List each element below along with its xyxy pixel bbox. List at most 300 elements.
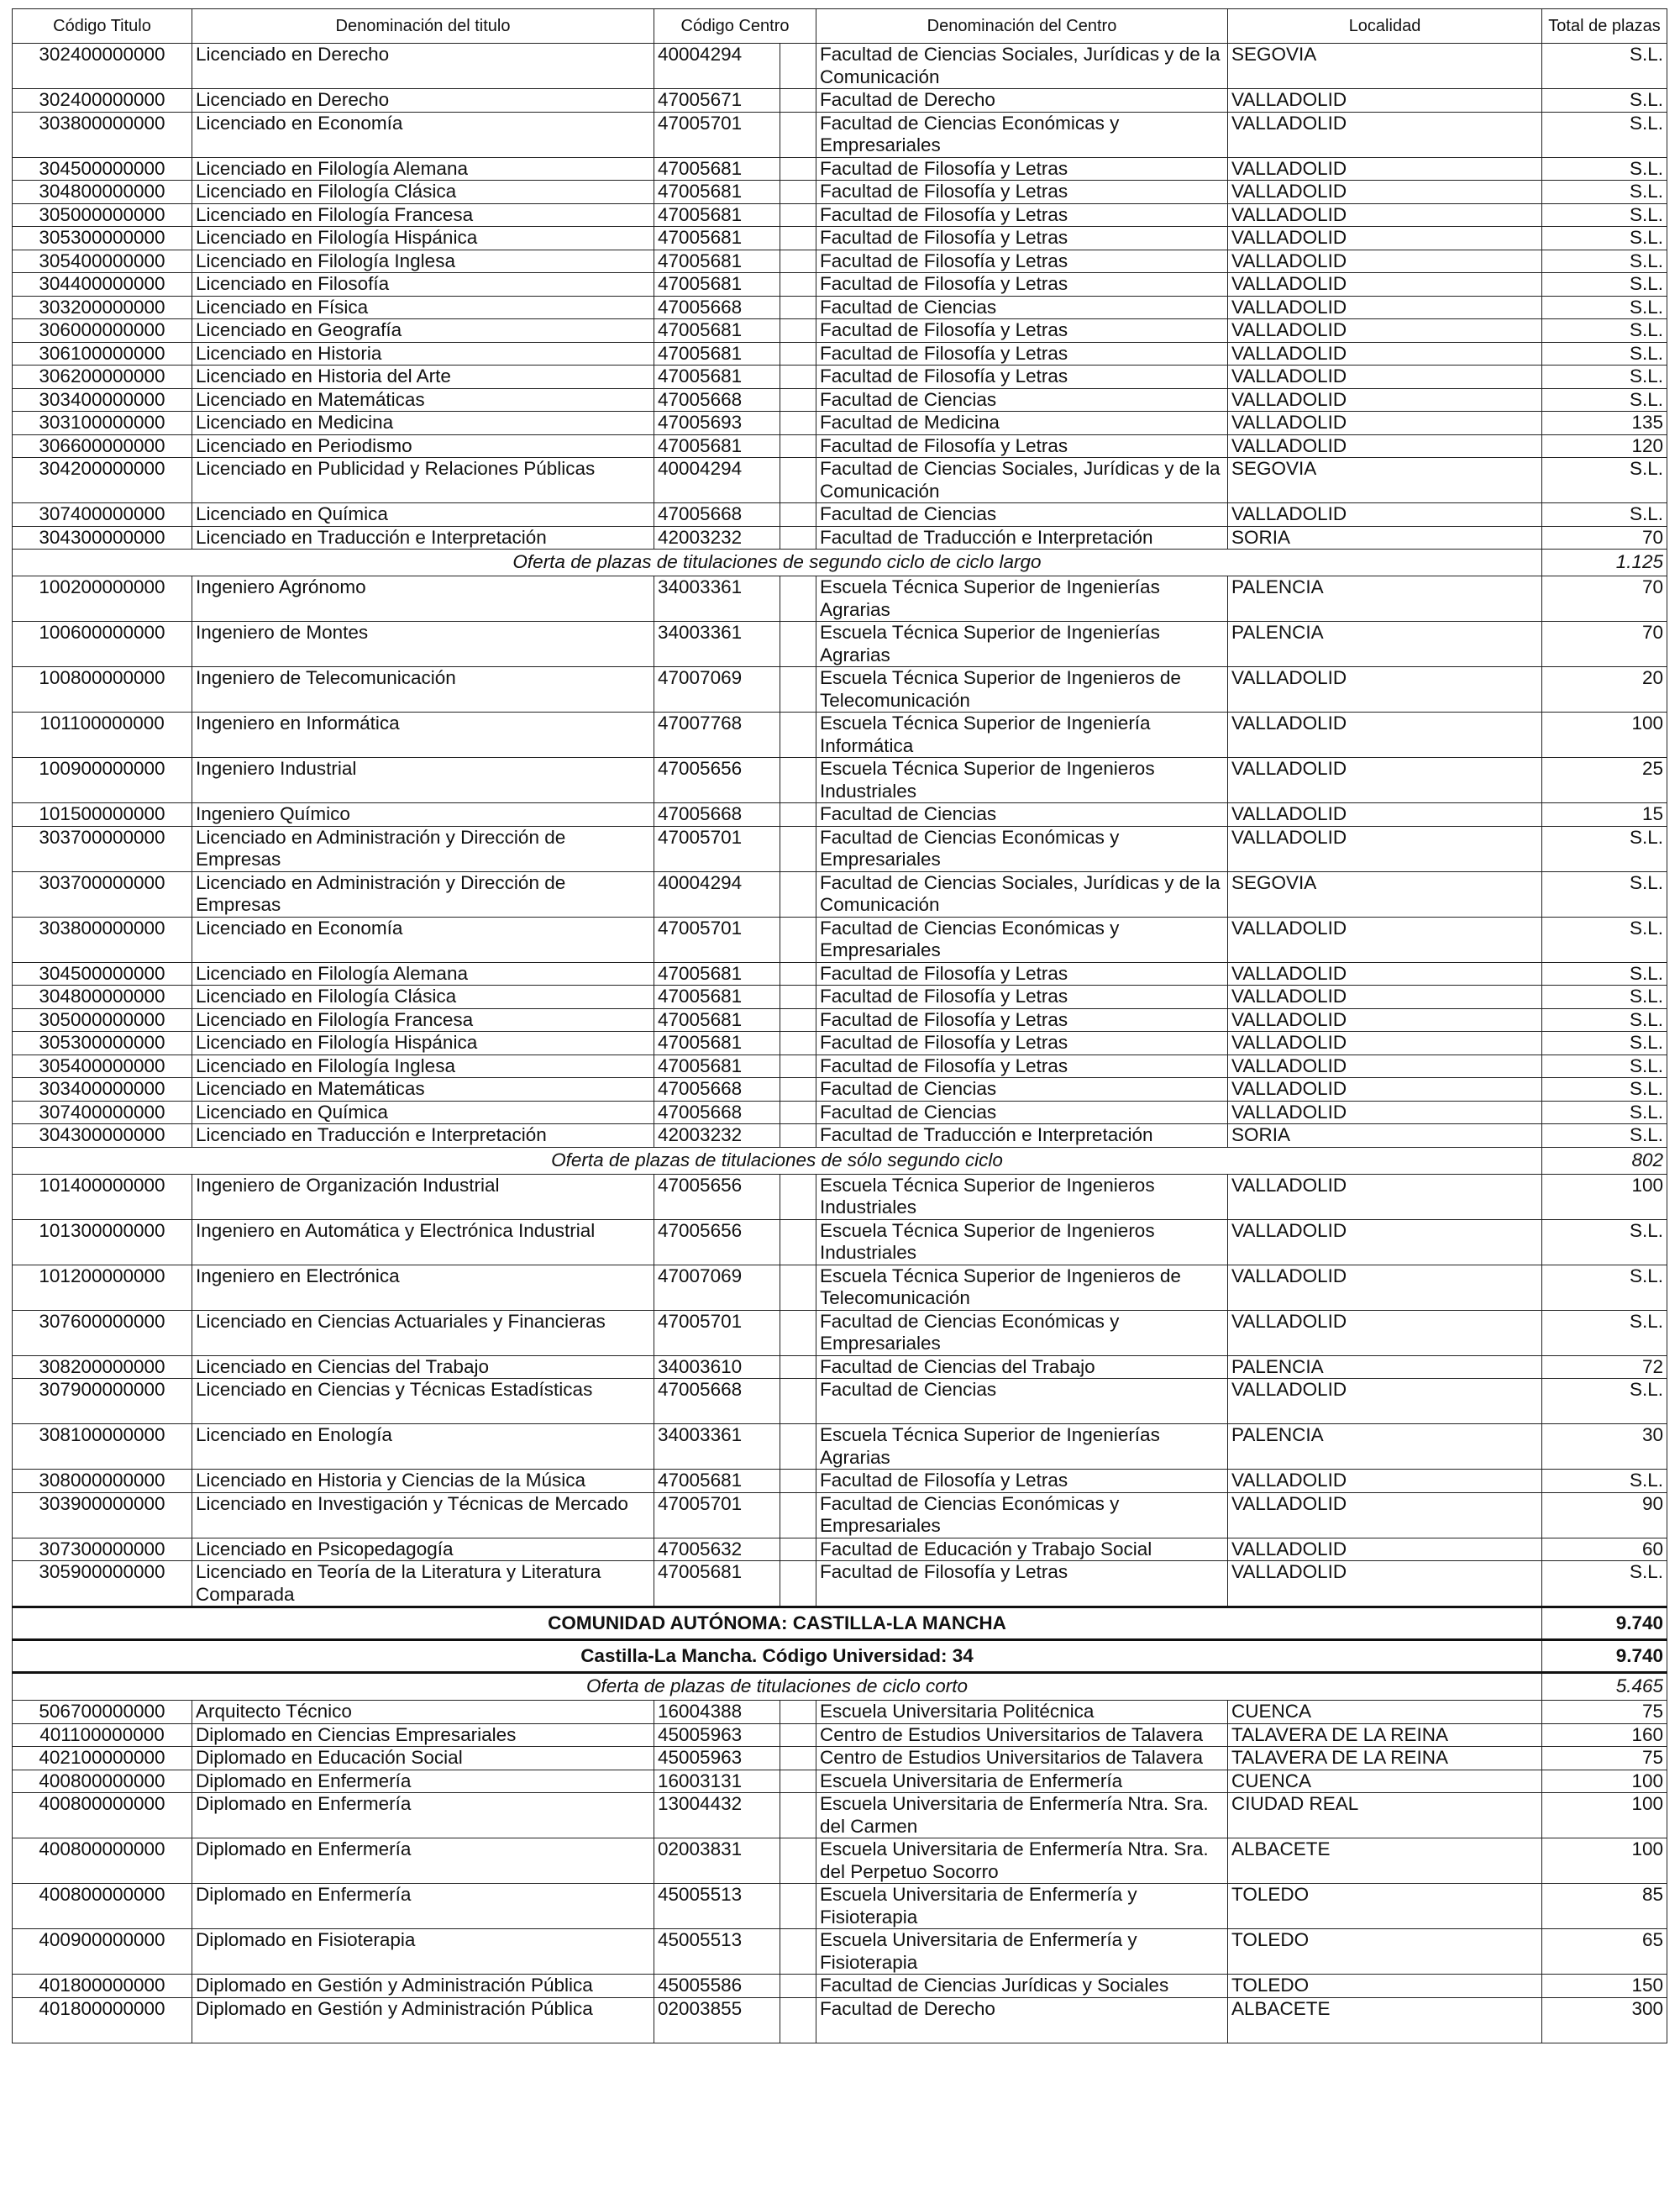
total-plazas-cell: 72	[1542, 1355, 1667, 1379]
total-plazas-cell: 30	[1542, 1424, 1667, 1470]
codigo-titulo-cell: 304500000000	[13, 962, 192, 986]
localidad-cell: VALLADOLID	[1228, 1561, 1542, 1607]
denominacion-centro-cell: Facultad de Ciencias Económicas y Empresariales	[816, 1492, 1228, 1538]
localidad-cell: TOLEDO	[1228, 1929, 1542, 1975]
codigo-titulo-cell: 100900000000	[13, 758, 192, 803]
localidad-cell: CUENCA	[1228, 1701, 1542, 1724]
table-row	[13, 526, 1667, 550]
table-row	[13, 1884, 1667, 1929]
codigo-titulo-cell: 304500000000	[13, 157, 192, 181]
codigo-titulo-cell: 101300000000	[13, 1219, 192, 1265]
localidad-cell: VALLADOLID	[1228, 434, 1542, 458]
codigo-centro-cell: 47007768	[654, 713, 780, 758]
table-row	[13, 388, 1667, 412]
table-row	[13, 1424, 1667, 1470]
denominacion-centro-cell: Escuela Universitaria Politécnica	[816, 1701, 1228, 1724]
localidad-cell: VALLADOLID	[1228, 667, 1542, 713]
localidad-cell: TOLEDO	[1228, 1975, 1542, 1998]
denominacion-centro-cell: Facultad de Ciencias Económicas y Empresariales	[816, 917, 1228, 962]
codigo-titulo-cell: 307900000000	[13, 1379, 192, 1424]
denominacion-centro-cell: Facultad de Traducción e Interpretación	[816, 1124, 1228, 1148]
table-row	[13, 1701, 1667, 1724]
localidad-cell: ALBACETE	[1228, 1997, 1542, 2043]
offer-row-label: Oferta de plazas de titulaciones de ciclo corto	[13, 1673, 1542, 1701]
table-row	[13, 667, 1667, 713]
codigo-centro-cell: 47005668	[654, 803, 780, 827]
localidad-cell: VALLADOLID	[1228, 1538, 1542, 1561]
codigo-titulo-cell: 100200000000	[13, 576, 192, 622]
codigo-titulo-cell: 101400000000	[13, 1174, 192, 1219]
total-plazas-cell: 150	[1542, 1975, 1667, 1998]
denominacion-titulo-cell: Licenciado en Filología Francesa	[192, 1008, 654, 1032]
denominacion-titulo-cell: Licenciado en Investigación y Técnicas de Mercado	[192, 1492, 654, 1538]
codigo-titulo-cell: 506700000000	[13, 1701, 192, 1724]
spacer-cell	[780, 181, 816, 204]
table-row	[13, 803, 1667, 827]
localidad-cell: VALLADOLID	[1228, 203, 1542, 227]
table-row	[13, 503, 1667, 527]
codigo-centro-cell: 47005681	[654, 157, 780, 181]
localidad-cell: TALAVERA DE LA REINA	[1228, 1723, 1542, 1747]
table-row	[13, 1174, 1667, 1219]
table-row	[13, 227, 1667, 250]
offer-row-total: 802	[1542, 1147, 1667, 1174]
denominacion-titulo-cell: Licenciado en Historia del Arte	[192, 366, 654, 389]
total-plazas-cell: S.L.	[1542, 917, 1667, 962]
localidad-cell: VALLADOLID	[1228, 962, 1542, 986]
codigo-centro-cell: 47005681	[654, 181, 780, 204]
col-codigo-centro: Código Centro	[654, 9, 816, 44]
spacer-cell	[780, 871, 816, 917]
codigo-centro-cell: 47005681	[654, 1032, 780, 1055]
denominacion-centro-cell: Facultad de Filosofía y Letras	[816, 157, 1228, 181]
codigo-titulo-cell: 303200000000	[13, 296, 192, 319]
table-row	[13, 342, 1667, 366]
codigo-centro-cell: 47005656	[654, 758, 780, 803]
denominacion-titulo-cell: Licenciado en Filología Clásica	[192, 181, 654, 204]
denominacion-titulo-cell: Licenciado en Filología Clásica	[192, 986, 654, 1009]
codigo-centro-cell: 45005586	[654, 1975, 780, 1998]
table-row	[13, 1538, 1667, 1561]
codigo-centro-cell: 47005656	[654, 1174, 780, 1219]
table-row	[13, 622, 1667, 667]
table-row	[13, 203, 1667, 227]
codigo-centro-cell: 47005681	[654, 1008, 780, 1032]
localidad-cell: SEGOVIA	[1228, 458, 1542, 503]
codigo-centro-cell: 34003361	[654, 622, 780, 667]
denominacion-centro-cell: Facultad de Filosofía y Letras	[816, 986, 1228, 1009]
denominacion-centro-cell: Facultad de Ciencias	[816, 1101, 1228, 1124]
codigo-centro-cell: 47005701	[654, 826, 780, 871]
total-plazas-cell: S.L.	[1542, 157, 1667, 181]
codigo-centro-cell: 47005681	[654, 434, 780, 458]
localidad-cell: VALLADOLID	[1228, 89, 1542, 113]
codigo-centro-cell: 40004294	[654, 871, 780, 917]
col-denominacion-centro: Denominación del Centro	[816, 9, 1228, 44]
spacer-cell	[780, 803, 816, 827]
table-row	[13, 1747, 1667, 1770]
total-plazas-cell: S.L.	[1542, 986, 1667, 1009]
codigo-centro-cell: 47005671	[654, 89, 780, 113]
total-plazas-cell: 90	[1542, 1492, 1667, 1538]
codigo-titulo-cell: 308200000000	[13, 1355, 192, 1379]
codigo-centro-cell: 47007069	[654, 1265, 780, 1310]
localidad-cell: VALLADOLID	[1228, 758, 1542, 803]
codigo-titulo-cell: 303800000000	[13, 917, 192, 962]
denominacion-centro-cell: Escuela Técnica Superior de Ingenieros Industriales	[816, 758, 1228, 803]
codigo-centro-cell: 47005701	[654, 112, 780, 157]
spacer-cell	[780, 1124, 816, 1148]
table-row	[13, 1310, 1667, 1355]
codigo-titulo-cell: 303700000000	[13, 826, 192, 871]
denominacion-centro-cell: Facultad de Ciencias	[816, 296, 1228, 319]
table-row	[13, 1124, 1667, 1148]
table-row	[13, 1997, 1667, 2043]
denominacion-titulo-cell: Licenciado en Administración y Dirección de Empresas	[192, 871, 654, 917]
localidad-cell: VALLADOLID	[1228, 342, 1542, 366]
denominacion-titulo-cell: Licenciado en Matemáticas	[192, 388, 654, 412]
spacer-cell	[780, 412, 816, 435]
total-plazas-cell: S.L.	[1542, 319, 1667, 343]
denominacion-titulo-cell: Diplomado en Fisioterapia	[192, 1929, 654, 1975]
spacer-cell	[780, 1379, 816, 1424]
spacer-cell	[780, 296, 816, 319]
localidad-cell: VALLADOLID	[1228, 986, 1542, 1009]
codigo-centro-cell: 47005701	[654, 1492, 780, 1538]
denominacion-centro-cell: Facultad de Filosofía y Letras	[816, 1008, 1228, 1032]
localidad-cell: VALLADOLID	[1228, 296, 1542, 319]
spacer-cell	[780, 986, 816, 1009]
denominacion-titulo-cell: Licenciado en Publicidad y Relaciones Públicas	[192, 458, 654, 503]
denominacion-centro-cell: Centro de Estudios Universitarios de Talavera	[816, 1747, 1228, 1770]
denominacion-centro-cell: Facultad de Ciencias	[816, 803, 1228, 827]
table-row	[13, 412, 1667, 435]
offer-row	[13, 1673, 1667, 1701]
spacer-cell	[780, 366, 816, 389]
denominacion-centro-cell: Facultad de Ciencias	[816, 503, 1228, 527]
codigo-titulo-cell: 306200000000	[13, 366, 192, 389]
denominacion-titulo-cell: Licenciado en Derecho	[192, 89, 654, 113]
localidad-cell: VALLADOLID	[1228, 388, 1542, 412]
denominacion-titulo-cell: Diplomado en Ciencias Empresariales	[192, 1723, 654, 1747]
codigo-centro-cell: 47007069	[654, 667, 780, 713]
localidad-cell: VALLADOLID	[1228, 412, 1542, 435]
table-row	[13, 1078, 1667, 1102]
codigo-centro-cell: 47005681	[654, 273, 780, 297]
spacer-cell	[780, 1770, 816, 1793]
codigo-titulo-cell: 305000000000	[13, 203, 192, 227]
denominacion-titulo-cell: Licenciado en Filología Alemana	[192, 962, 654, 986]
spacer-cell	[780, 250, 816, 273]
spacer-cell	[780, 962, 816, 986]
denominacion-titulo-cell: Licenciado en Economía	[192, 112, 654, 157]
denominacion-centro-cell: Escuela Universitaria de Enfermería	[816, 1770, 1228, 1793]
total-plazas-cell: S.L.	[1542, 1561, 1667, 1607]
denominacion-titulo-cell: Diplomado en Enfermería	[192, 1884, 654, 1929]
total-plazas-cell: S.L.	[1542, 227, 1667, 250]
denominacion-titulo-cell: Licenciado en Filosofía	[192, 273, 654, 297]
localidad-cell: VALLADOLID	[1228, 181, 1542, 204]
table-row	[13, 1008, 1667, 1032]
codigo-titulo-cell: 401800000000	[13, 1975, 192, 1998]
table-row	[13, 44, 1667, 89]
university-row-label: Castilla-La Mancha. Código Universidad: 34	[13, 1640, 1542, 1673]
localidad-cell: VALLADOLID	[1228, 1379, 1542, 1424]
spacer-cell	[780, 576, 816, 622]
denominacion-titulo-cell: Licenciado en Filología Hispánica	[192, 1032, 654, 1055]
codigo-centro-cell: 47005668	[654, 503, 780, 527]
denominacion-titulo-cell: Licenciado en Ciencias y Técnicas Estadísticas	[192, 1379, 654, 1424]
spacer-cell	[780, 1701, 816, 1724]
total-plazas-cell: S.L.	[1542, 44, 1667, 89]
denominacion-centro-cell: Facultad de Traducción e Interpretación	[816, 526, 1228, 550]
table-row	[13, 157, 1667, 181]
codigo-centro-cell: 34003361	[654, 576, 780, 622]
codigo-titulo-cell: 304300000000	[13, 526, 192, 550]
denominacion-titulo-cell: Licenciado en Física	[192, 296, 654, 319]
denominacion-centro-cell: Facultad de Filosofía y Letras	[816, 250, 1228, 273]
denominacion-centro-cell: Facultad de Filosofía y Letras	[816, 1470, 1228, 1493]
denominacion-centro-cell: Facultad de Filosofía y Letras	[816, 342, 1228, 366]
total-plazas-cell: 25	[1542, 758, 1667, 803]
denominacion-titulo-cell: Licenciado en Filología Alemana	[192, 157, 654, 181]
total-plazas-cell: 100	[1542, 1793, 1667, 1838]
spacer-cell	[780, 1424, 816, 1470]
denominacion-titulo-cell: Licenciado en Filología Inglesa	[192, 1055, 654, 1078]
total-plazas-cell: S.L.	[1542, 1219, 1667, 1265]
total-plazas-cell: S.L.	[1542, 1310, 1667, 1355]
table-row	[13, 1793, 1667, 1838]
codigo-titulo-cell: 401100000000	[13, 1723, 192, 1747]
localidad-cell: VALLADOLID	[1228, 803, 1542, 827]
region-row-label: COMUNIDAD AUTÓNOMA: CASTILLA-LA MANCHA	[13, 1607, 1542, 1640]
codigo-titulo-cell: 400900000000	[13, 1929, 192, 1975]
denominacion-centro-cell: Facultad de Filosofía y Letras	[816, 434, 1228, 458]
denominacion-titulo-cell: Licenciado en Matemáticas	[192, 1078, 654, 1102]
codigo-titulo-cell: 101500000000	[13, 803, 192, 827]
codigo-titulo-cell: 302400000000	[13, 89, 192, 113]
codigo-titulo-cell: 305900000000	[13, 1561, 192, 1607]
localidad-cell: VALLADOLID	[1228, 1101, 1542, 1124]
spacer-cell	[780, 1838, 816, 1884]
denominacion-titulo-cell: Arquitecto Técnico	[192, 1701, 654, 1724]
denominacion-centro-cell: Facultad de Ciencias del Trabajo	[816, 1355, 1228, 1379]
total-plazas-cell: 20	[1542, 667, 1667, 713]
table-row	[13, 576, 1667, 622]
denominacion-titulo-cell: Licenciado en Filología Hispánica	[192, 227, 654, 250]
denominacion-centro-cell: Facultad de Filosofía y Letras	[816, 181, 1228, 204]
denominacion-centro-cell: Facultad de Derecho	[816, 89, 1228, 113]
codigo-titulo-cell: 304800000000	[13, 181, 192, 204]
localidad-cell: ALBACETE	[1228, 1838, 1542, 1884]
codigo-titulo-cell: 306100000000	[13, 342, 192, 366]
codigo-titulo-cell: 305400000000	[13, 1055, 192, 1078]
spacer-cell	[780, 503, 816, 527]
codigo-centro-cell: 47005681	[654, 962, 780, 986]
spacer-cell	[780, 1174, 816, 1219]
denominacion-centro-cell: Facultad de Filosofía y Letras	[816, 962, 1228, 986]
denominacion-titulo-cell: Licenciado en Química	[192, 503, 654, 527]
total-plazas-cell: S.L.	[1542, 871, 1667, 917]
codigo-centro-cell: 47005701	[654, 917, 780, 962]
spacer-cell	[780, 319, 816, 343]
denominacion-titulo-cell: Ingeniero de Telecomunicación	[192, 667, 654, 713]
denominacion-centro-cell: Escuela Técnica Superior de Ingenieros de Telecomunicación	[816, 667, 1228, 713]
denominacion-titulo-cell: Licenciado en Química	[192, 1101, 654, 1124]
denominacion-titulo-cell: Diplomado en Gestión y Administración Pública	[192, 1975, 654, 1998]
localidad-cell: VALLADOLID	[1228, 1492, 1542, 1538]
denominacion-titulo-cell: Ingeniero en Informática	[192, 713, 654, 758]
spacer-cell	[780, 1219, 816, 1265]
university-row	[13, 1640, 1667, 1673]
table-row	[13, 250, 1667, 273]
localidad-cell: PALENCIA	[1228, 1355, 1542, 1379]
codigo-centro-cell: 42003232	[654, 1124, 780, 1148]
denominacion-centro-cell: Facultad de Filosofía y Letras	[816, 366, 1228, 389]
total-plazas-cell: 65	[1542, 1929, 1667, 1975]
offer-row	[13, 1147, 1667, 1174]
table-row	[13, 458, 1667, 503]
codigo-centro-cell: 16003131	[654, 1770, 780, 1793]
header-row	[13, 9, 1667, 44]
codigo-titulo-cell: 400800000000	[13, 1770, 192, 1793]
denominacion-titulo-cell: Ingeniero Químico	[192, 803, 654, 827]
codigo-titulo-cell: 401800000000	[13, 1997, 192, 2043]
denominacion-centro-cell: Escuela Universitaria de Enfermería Ntra. Sra. del Carmen	[816, 1793, 1228, 1838]
denominacion-titulo-cell: Licenciado en Ciencias del Trabajo	[192, 1355, 654, 1379]
codigo-titulo-cell: 303700000000	[13, 871, 192, 917]
localidad-cell: CIUDAD REAL	[1228, 1793, 1542, 1838]
total-plazas-cell: 85	[1542, 1884, 1667, 1929]
spacer-cell	[780, 434, 816, 458]
codigo-centro-cell: 42003232	[654, 526, 780, 550]
denominacion-centro-cell: Facultad de Filosofía y Letras	[816, 1032, 1228, 1055]
col-total-plazas: Total de plazas	[1542, 9, 1667, 44]
codigo-centro-cell: 34003610	[654, 1355, 780, 1379]
codigo-centro-cell: 47005668	[654, 388, 780, 412]
localidad-cell: VALLADOLID	[1228, 1174, 1542, 1219]
denominacion-titulo-cell: Diplomado en Gestión y Administración Pública	[192, 1997, 654, 2043]
spacer-cell	[780, 758, 816, 803]
table-row	[13, 1219, 1667, 1265]
localidad-cell: TALAVERA DE LA REINA	[1228, 1747, 1542, 1770]
codigo-titulo-cell: 305300000000	[13, 1032, 192, 1055]
codigo-centro-cell: 47005681	[654, 1561, 780, 1607]
spacer-cell	[780, 388, 816, 412]
table-row	[13, 366, 1667, 389]
spacer-cell	[780, 458, 816, 503]
spacer-cell	[780, 112, 816, 157]
total-plazas-cell: 135	[1542, 412, 1667, 435]
spacer-cell	[780, 526, 816, 550]
denominacion-centro-cell: Facultad de Ciencias Sociales, Jurídicas y de la Comunicación	[816, 44, 1228, 89]
codigo-titulo-cell: 101100000000	[13, 713, 192, 758]
total-plazas-cell: S.L.	[1542, 962, 1667, 986]
denominacion-titulo-cell: Diplomado en Educación Social	[192, 1747, 654, 1770]
denominacion-titulo-cell: Licenciado en Ciencias Actuariales y Financieras	[192, 1310, 654, 1355]
total-plazas-cell: S.L.	[1542, 1032, 1667, 1055]
codigo-titulo-cell: 303100000000	[13, 412, 192, 435]
codigo-centro-cell: 47005668	[654, 1101, 780, 1124]
denominacion-titulo-cell: Ingeniero de Organización Industrial	[192, 1174, 654, 1219]
denominacion-titulo-cell: Ingeniero de Montes	[192, 622, 654, 667]
total-plazas-cell: 75	[1542, 1747, 1667, 1770]
denominacion-centro-cell: Facultad de Ciencias	[816, 1078, 1228, 1102]
codigo-titulo-cell: 400800000000	[13, 1884, 192, 1929]
denominacion-centro-cell: Escuela Técnica Superior de Ingenieros Industriales	[816, 1174, 1228, 1219]
codigo-titulo-cell: 101200000000	[13, 1265, 192, 1310]
denominacion-centro-cell: Facultad de Derecho	[816, 1997, 1228, 2043]
denominacion-titulo-cell: Licenciado en Administración y Dirección de Empresas	[192, 826, 654, 871]
table-row	[13, 1265, 1667, 1310]
table-row	[13, 986, 1667, 1009]
codigo-centro-cell: 47005681	[654, 250, 780, 273]
total-plazas-cell: S.L.	[1542, 366, 1667, 389]
denominacion-centro-cell: Escuela Universitaria de Enfermería y Fisioterapia	[816, 1884, 1228, 1929]
codigo-centro-cell: 47005668	[654, 1078, 780, 1102]
spacer-cell	[780, 1561, 816, 1607]
total-plazas-cell: 70	[1542, 622, 1667, 667]
localidad-cell: VALLADOLID	[1228, 227, 1542, 250]
table-row	[13, 1975, 1667, 1998]
denominacion-centro-cell: Escuela Técnica Superior de Ingenieros Industriales	[816, 1219, 1228, 1265]
spacer-cell	[780, 1055, 816, 1078]
table-row	[13, 273, 1667, 297]
localidad-cell: VALLADOLID	[1228, 366, 1542, 389]
denominacion-centro-cell: Facultad de Ciencias Económicas y Empresariales	[816, 112, 1228, 157]
table-row	[13, 1355, 1667, 1379]
localidad-cell: VALLADOLID	[1228, 917, 1542, 962]
localidad-cell: VALLADOLID	[1228, 1008, 1542, 1032]
codigo-titulo-cell: 303800000000	[13, 112, 192, 157]
table-row	[13, 1770, 1667, 1793]
localidad-cell: VALLADOLID	[1228, 1470, 1542, 1493]
denominacion-centro-cell: Facultad de Ciencias Económicas y Empresariales	[816, 1310, 1228, 1355]
spacer-cell	[780, 1538, 816, 1561]
total-plazas-cell: 100	[1542, 1838, 1667, 1884]
total-plazas-cell: S.L.	[1542, 181, 1667, 204]
table-row	[13, 713, 1667, 758]
spacer-cell	[780, 826, 816, 871]
codigo-centro-cell: 45005513	[654, 1929, 780, 1975]
denominacion-centro-cell: Facultad de Filosofía y Letras	[816, 1055, 1228, 1078]
codigo-centro-cell: 47005681	[654, 342, 780, 366]
localidad-cell: VALLADOLID	[1228, 1032, 1542, 1055]
total-plazas-cell: 60	[1542, 1538, 1667, 1561]
total-plazas-cell: S.L.	[1542, 203, 1667, 227]
denominacion-centro-cell: Facultad de Medicina	[816, 412, 1228, 435]
total-plazas-cell: 100	[1542, 1174, 1667, 1219]
table-row	[13, 181, 1667, 204]
codigo-titulo-cell: 303900000000	[13, 1492, 192, 1538]
localidad-cell: SORIA	[1228, 1124, 1542, 1148]
offer-row	[13, 550, 1667, 576]
codigo-titulo-cell: 306000000000	[13, 319, 192, 343]
spacer-cell	[780, 1008, 816, 1032]
total-plazas-cell: S.L.	[1542, 388, 1667, 412]
codigo-titulo-cell: 307400000000	[13, 1101, 192, 1124]
spacer-cell	[780, 1723, 816, 1747]
denominacion-titulo-cell: Licenciado en Periodismo	[192, 434, 654, 458]
spacer-cell	[780, 1101, 816, 1124]
table-row	[13, 871, 1667, 917]
denominacion-centro-cell: Facultad de Ciencias	[816, 1379, 1228, 1424]
localidad-cell: VALLADOLID	[1228, 713, 1542, 758]
codigo-centro-cell: 40004294	[654, 458, 780, 503]
codigo-titulo-cell: 402100000000	[13, 1747, 192, 1770]
total-plazas-cell: S.L.	[1542, 1470, 1667, 1493]
university-row-total: 9.740	[1542, 1640, 1667, 1673]
